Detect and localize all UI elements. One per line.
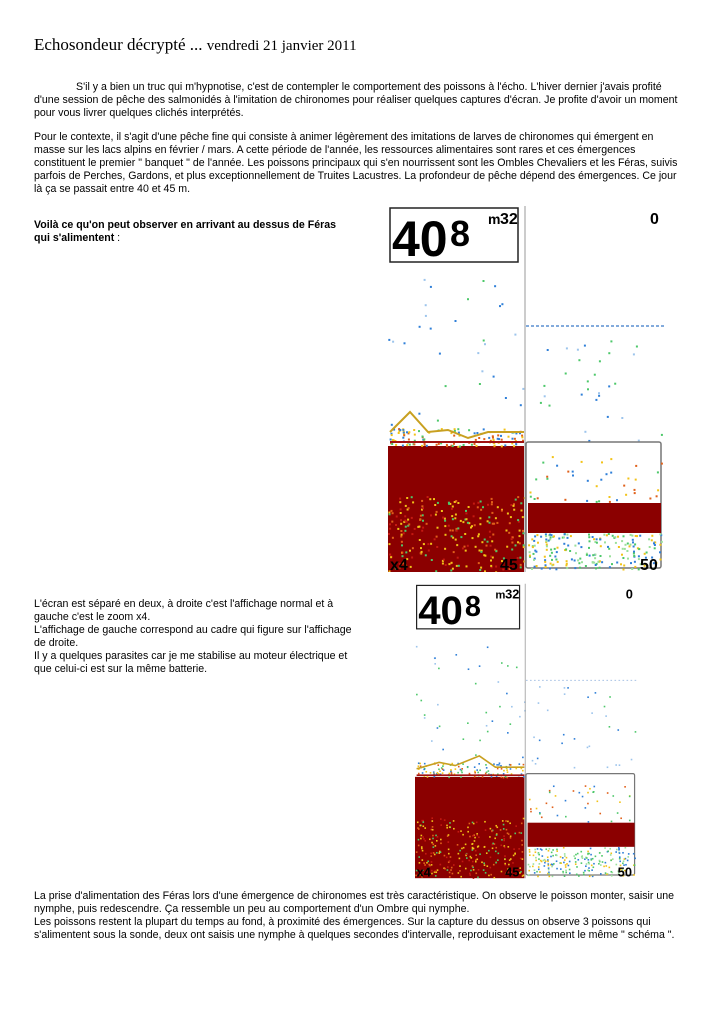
- conclusion-line-2: Les poissons restent la plupart du temps au fond, à proximité des émergences. Sur la capture du dessus on observe 3 poissons qui s'alimentent sous la sonde, deux ont saisis une nymphe à quelques secondes d'intervalle, reproduisant exactement le même " schéma ".: [34, 916, 675, 941]
- section1-caption-bold: Voilà ce qu'on peut observer en arrivant au dessus de Féras qui s'alimentent: [34, 219, 336, 244]
- title-date: vendredi 21 janvier 2011: [206, 38, 357, 54]
- normal-bottom-return: [528, 823, 635, 847]
- section2-line-1: L'écran est séparé en deux, à droite c'est l'affichage normal et à gauche c'est le zoom x4.: [34, 598, 334, 623]
- title-text: Echosondeur décrypté: [34, 35, 186, 54]
- sonar-screenshot-2: [415, 583, 637, 879]
- zoom-label: x4: [416, 864, 431, 879]
- intro-paragraph-1: [34, 81, 686, 120]
- section2-text: [34, 598, 352, 676]
- normal-bottom-return: [528, 503, 661, 533]
- depth-decimal: 8: [450, 213, 471, 254]
- range-top-left: 32: [505, 586, 520, 602]
- zoom-bottom-depth: 45: [505, 864, 520, 879]
- range-bottom: 50: [640, 557, 658, 572]
- depth-unit: m: [488, 211, 501, 227]
- depth-unit: m: [495, 589, 506, 602]
- zoom-label: x4: [390, 557, 408, 572]
- conclusion-line-1: La prise d'alimentation des Féras lors d'une émergence de chironomes est très caractéristique. On observe le poisson monter, saisir une nymphe, puis redescendre. Ça ressemble un peu au comportement d'un Ombre qui nymphe.: [34, 890, 674, 915]
- section1-caption-rest: :: [114, 232, 121, 244]
- range-top-left: 32: [500, 211, 518, 228]
- section2-line-2: L'affichage de gauche correspond au cadre qui figure sur l'affichage de droite.: [34, 624, 352, 649]
- page-title: [34, 35, 357, 55]
- conclusion-paragraph: [34, 890, 686, 942]
- title-separator: ...: [189, 35, 203, 54]
- section2-line-3: Il y a quelques parasites car je me stabilise au moteur électrique et que celui-ci est sur la même batterie.: [34, 650, 348, 675]
- intro-text-1: S'il y a bien un truc qui m'hypnotise, c'est de contempler le comportement des poissons à l'écho. L'hiver dernier j'avais profité d'une session de pêche des salmonidés à l'imitation de chironomes pour réaliser quelques captures d'écran. Je profite d'avoir un moment pour vous livrer quelques clichés interprétés.: [34, 81, 678, 119]
- range-top-right: 0: [625, 586, 633, 602]
- depth-decimal: 8: [464, 590, 481, 623]
- range-top-right: 0: [650, 211, 659, 228]
- range-bottom: 50: [617, 864, 633, 879]
- zoom-bottom-depth: 45: [500, 557, 518, 572]
- section1-caption: [34, 219, 352, 245]
- depth-digits: 40: [418, 588, 463, 634]
- zoom-bottom-return: [415, 777, 524, 878]
- sonar-screenshot-1: [388, 206, 664, 572]
- intro-text-2: Pour le contexte, il s'agit d'une pêche fine qui consiste à animer légèrement des imitations de larves de chironomes qui émergent en masse sur les lacs alpins en février / mars. A cette période de l'année, les ressources alimentaires sont rares et ces émergences constituent le premier " banquet " de l'année. Les poissons principaux qui s'en nourrissent sont les Ombles Chevaliers et les Féras, suivis parfois de Perches, Gardons, et plus exceptionnellement de Truites Lacustres. La profondeur de pêche dépend des émergences. Ce jour là ça se passait entre 40 et 45 m.: [34, 131, 678, 195]
- depth-digits: 40: [392, 211, 448, 267]
- intro-paragraph-2: [34, 131, 686, 196]
